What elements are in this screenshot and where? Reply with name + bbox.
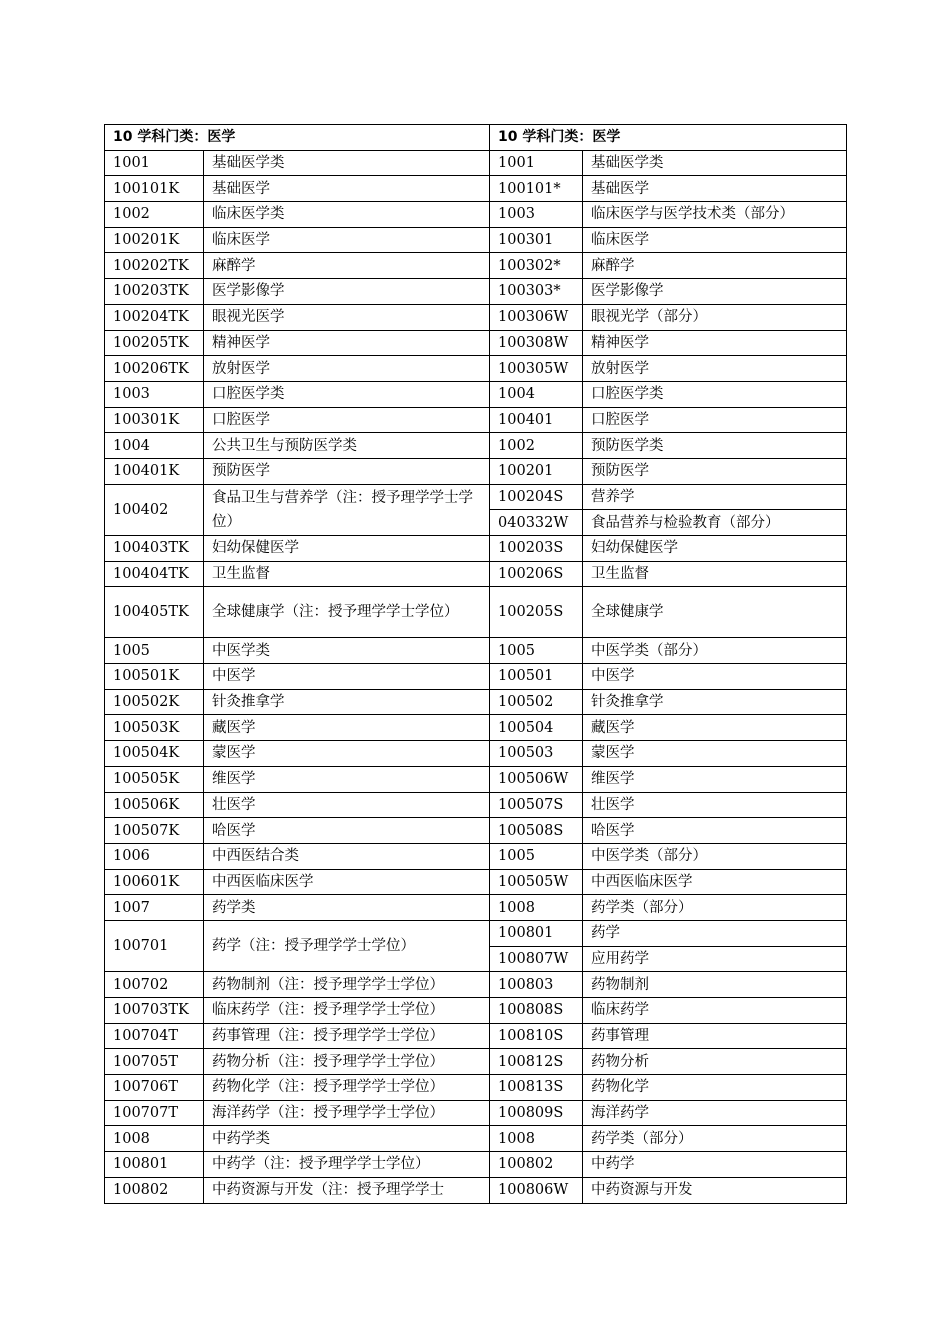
old-code: 100703TK	[105, 998, 204, 1024]
table-row	[105, 664, 847, 690]
new-code: 100810S	[490, 1023, 583, 1049]
table-row	[105, 1075, 847, 1101]
old-name: 藏医学	[204, 715, 490, 741]
old-code: 100403TK	[105, 536, 204, 562]
new-code: 1005	[490, 638, 583, 664]
old-name: 口腔医学	[204, 407, 490, 433]
old-name: 麻醉学	[204, 253, 490, 279]
new-code: 1005	[490, 843, 583, 869]
new-code: 100205S	[490, 587, 583, 638]
new-code: 100505W	[490, 869, 583, 895]
new-code: 100809S	[490, 1100, 583, 1126]
new-name: 维医学	[583, 766, 847, 792]
old-code: 1001	[105, 150, 204, 176]
new-name: 哈医学	[583, 818, 847, 844]
new-code: 100504	[490, 715, 583, 741]
new-code: 100508S	[490, 818, 583, 844]
old-name: 预防医学	[204, 458, 490, 484]
new-name: 放射医学	[583, 356, 847, 382]
new-code: 100813S	[490, 1075, 583, 1101]
new-name: 医学影像学	[583, 279, 847, 305]
new-name: 海洋药学	[583, 1100, 847, 1126]
old-name: 中医学类	[204, 638, 490, 664]
new-code: 100306W	[490, 304, 583, 330]
old-code: 1008	[105, 1126, 204, 1152]
table-row	[105, 818, 847, 844]
new-name: 针灸推拿学	[583, 689, 847, 715]
old-code: 100204TK	[105, 304, 204, 330]
new-name: 全球健康学	[583, 587, 847, 638]
header-row	[105, 125, 847, 151]
table-row	[105, 1152, 847, 1178]
old-code: 1003	[105, 381, 204, 407]
new-code: 100507S	[490, 792, 583, 818]
new-code: 100503	[490, 741, 583, 767]
new-name: 妇幼保健医学	[583, 536, 847, 562]
table-row	[105, 895, 847, 921]
new-code: 100802	[490, 1152, 583, 1178]
table-row	[105, 638, 847, 664]
old-code: 100506K	[105, 792, 204, 818]
old-name: 精神医学	[204, 330, 490, 356]
new-code: 100201	[490, 458, 583, 484]
old-code: 100203TK	[105, 279, 204, 305]
table-body	[105, 125, 847, 1204]
new-name: 眼视光学（部分）	[583, 304, 847, 330]
old-code: 100504K	[105, 741, 204, 767]
old-code: 100502K	[105, 689, 204, 715]
table-row	[105, 176, 847, 202]
old-name: 口腔医学类	[204, 381, 490, 407]
new-name: 药学类（部分）	[583, 895, 847, 921]
table-row	[105, 1049, 847, 1075]
old-code: 100706T	[105, 1075, 204, 1101]
old-code: 100405TK	[105, 587, 204, 638]
left-header: 10 学科门类：医学	[105, 125, 490, 151]
table-row	[105, 1177, 847, 1203]
new-name: 药事管理	[583, 1023, 847, 1049]
table-row	[105, 330, 847, 356]
new-code: 100204S	[490, 484, 583, 510]
new-name: 中药资源与开发	[583, 1177, 847, 1203]
old-name: 中西医临床医学	[204, 869, 490, 895]
old-name: 药学（注：授予理学学士学位）	[204, 920, 490, 971]
new-name: 口腔医学类	[583, 381, 847, 407]
old-code: 100101K	[105, 176, 204, 202]
new-name: 麻醉学	[583, 253, 847, 279]
new-code: 1008	[490, 1126, 583, 1152]
new-code: 100501	[490, 664, 583, 690]
new-code: 1004	[490, 381, 583, 407]
old-name: 食品卫生与营养学（注：授予理学学士学位）	[204, 484, 490, 535]
old-code: 100507K	[105, 818, 204, 844]
old-code: 100704T	[105, 1023, 204, 1049]
new-code: 100502	[490, 689, 583, 715]
new-name: 临床药学	[583, 998, 847, 1024]
new-name: 中药学	[583, 1152, 847, 1178]
new-name: 藏医学	[583, 715, 847, 741]
old-code: 1002	[105, 202, 204, 228]
old-name: 蒙医学	[204, 741, 490, 767]
table-row	[105, 381, 847, 407]
old-code: 1004	[105, 433, 204, 459]
old-name: 药事管理（注：授予理学学士学位）	[204, 1023, 490, 1049]
old-name: 海洋药学（注：授予理学学士学位）	[204, 1100, 490, 1126]
old-code: 100206TK	[105, 356, 204, 382]
table-row	[105, 253, 847, 279]
old-code: 100503K	[105, 715, 204, 741]
table-row	[105, 766, 847, 792]
new-code: 100506W	[490, 766, 583, 792]
table-row	[105, 433, 847, 459]
table-row	[105, 484, 847, 510]
new-name: 营养学	[583, 484, 847, 510]
table-row	[105, 715, 847, 741]
new-name: 基础医学类	[583, 150, 847, 176]
old-code: 100801	[105, 1152, 204, 1178]
table-row	[105, 202, 847, 228]
old-name: 药物制剂（注：授予理学学士学位）	[204, 972, 490, 998]
table-row	[105, 561, 847, 587]
new-code: 1001	[490, 150, 583, 176]
table-row	[105, 998, 847, 1024]
major-mapping-table	[104, 124, 847, 1204]
new-name: 中医学类（部分）	[583, 843, 847, 869]
old-name: 全球健康学（注：授予理学学士学位）	[204, 587, 490, 638]
new-code: 1002	[490, 433, 583, 459]
new-code: 100801	[490, 920, 583, 946]
table-row	[105, 869, 847, 895]
new-name: 预防医学类	[583, 433, 847, 459]
new-code: 100808S	[490, 998, 583, 1024]
old-name: 眼视光医学	[204, 304, 490, 330]
old-name: 临床医学	[204, 227, 490, 253]
old-name: 针灸推拿学	[204, 689, 490, 715]
old-code: 100205TK	[105, 330, 204, 356]
table-row	[105, 150, 847, 176]
table-row	[105, 741, 847, 767]
table-row	[105, 458, 847, 484]
new-name: 药学	[583, 920, 847, 946]
new-code: 100101*	[490, 176, 583, 202]
old-code: 100402	[105, 484, 204, 535]
old-code: 100701	[105, 920, 204, 971]
new-code: 1008	[490, 895, 583, 921]
old-code: 100404TK	[105, 561, 204, 587]
new-code: 1003	[490, 202, 583, 228]
old-code: 100301K	[105, 407, 204, 433]
new-code: 100401	[490, 407, 583, 433]
new-code: 100308W	[490, 330, 583, 356]
old-name: 中西医结合类	[204, 843, 490, 869]
new-name: 蒙医学	[583, 741, 847, 767]
new-name: 应用药学	[583, 946, 847, 972]
old-code: 1007	[105, 895, 204, 921]
table-row	[105, 407, 847, 433]
new-name: 壮医学	[583, 792, 847, 818]
new-name: 药物分析	[583, 1049, 847, 1075]
table-row	[105, 356, 847, 382]
new-code: 100812S	[490, 1049, 583, 1075]
new-code: 040332W	[490, 510, 583, 536]
new-code: 100806W	[490, 1177, 583, 1203]
old-name: 药物分析（注：授予理学学士学位）	[204, 1049, 490, 1075]
new-name: 中医学	[583, 664, 847, 690]
new-name: 中医学类（部分）	[583, 638, 847, 664]
new-code: 100807W	[490, 946, 583, 972]
new-name: 食品营养与检验教育（部分）	[583, 510, 847, 536]
old-code: 100702	[105, 972, 204, 998]
new-name: 中西医临床医学	[583, 869, 847, 895]
new-code: 100302*	[490, 253, 583, 279]
old-name: 基础医学	[204, 176, 490, 202]
old-code: 100501K	[105, 664, 204, 690]
new-code: 100206S	[490, 561, 583, 587]
new-name: 卫生监督	[583, 561, 847, 587]
old-name: 哈医学	[204, 818, 490, 844]
table-row	[105, 689, 847, 715]
old-name: 药物化学（注：授予理学学士学位）	[204, 1075, 490, 1101]
new-name: 口腔医学	[583, 407, 847, 433]
new-code: 100301	[490, 227, 583, 253]
old-code: 1006	[105, 843, 204, 869]
table-row	[105, 920, 847, 946]
old-code: 100201K	[105, 227, 204, 253]
old-name: 妇幼保健医学	[204, 536, 490, 562]
table-row	[105, 304, 847, 330]
old-code: 100505K	[105, 766, 204, 792]
old-code: 100202TK	[105, 253, 204, 279]
old-name: 中医学	[204, 664, 490, 690]
old-name: 卫生监督	[204, 561, 490, 587]
table-row	[105, 1023, 847, 1049]
new-name: 预防医学	[583, 458, 847, 484]
table-row	[105, 972, 847, 998]
new-name: 临床医学与医学技术类（部分）	[583, 202, 847, 228]
table-row	[105, 843, 847, 869]
new-code: 100803	[490, 972, 583, 998]
old-name: 中药学（注：授予理学学士学位）	[204, 1152, 490, 1178]
table-row	[105, 1100, 847, 1126]
new-name: 临床医学	[583, 227, 847, 253]
table-row	[105, 792, 847, 818]
new-name: 药学类（部分）	[583, 1126, 847, 1152]
new-name: 基础医学	[583, 176, 847, 202]
table-row	[105, 1126, 847, 1152]
old-name: 基础医学类	[204, 150, 490, 176]
old-name: 临床药学（注：授予理学学士学位）	[204, 998, 490, 1024]
old-code: 100707T	[105, 1100, 204, 1126]
new-name: 精神医学	[583, 330, 847, 356]
new-code: 100303*	[490, 279, 583, 305]
old-name: 中药资源与开发（注：授予理学学士	[204, 1177, 490, 1203]
new-name: 药物制剂	[583, 972, 847, 998]
old-name: 中药学类	[204, 1126, 490, 1152]
table-row	[105, 536, 847, 562]
table-row	[105, 587, 847, 638]
table-row	[105, 279, 847, 305]
new-code: 100305W	[490, 356, 583, 382]
old-name: 放射医学	[204, 356, 490, 382]
old-code: 100802	[105, 1177, 204, 1203]
old-name: 药学类	[204, 895, 490, 921]
new-name: 药物化学	[583, 1075, 847, 1101]
old-name: 医学影像学	[204, 279, 490, 305]
old-code: 100401K	[105, 458, 204, 484]
old-code: 100705T	[105, 1049, 204, 1075]
old-name: 壮医学	[204, 792, 490, 818]
right-header: 10 学科门类：医学	[490, 125, 847, 151]
old-name: 临床医学类	[204, 202, 490, 228]
old-code: 1005	[105, 638, 204, 664]
table-row	[105, 227, 847, 253]
old-code: 100601K	[105, 869, 204, 895]
new-code: 100203S	[490, 536, 583, 562]
old-name: 公共卫生与预防医学类	[204, 433, 490, 459]
old-name: 维医学	[204, 766, 490, 792]
